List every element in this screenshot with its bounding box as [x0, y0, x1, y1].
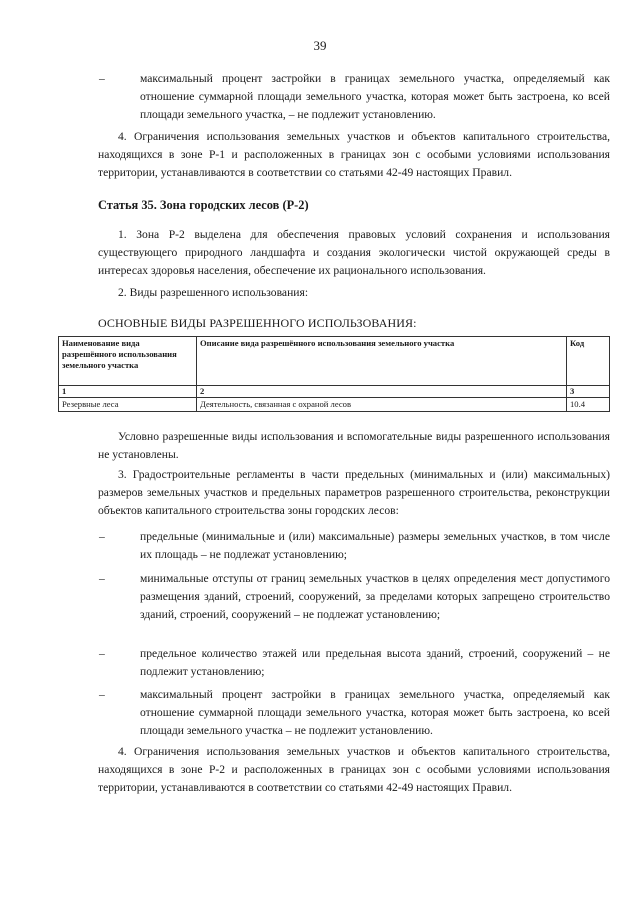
paragraph-zone-p2: 1. Зона Р-2 выделена для обеспечения правовых условий сохранения и использования существующего природного ландшафта и создания экологически чистой окружающей среды в интересах здоровья населения, обеспечение их рационального использования.	[98, 228, 610, 277]
header-cell-code: Код	[567, 337, 610, 386]
number-cell-1: 1	[59, 386, 197, 398]
bullet-marker: –	[99, 688, 105, 701]
permitted-use-table	[58, 336, 610, 412]
bullet-text-max-percent-p2: максимальный процент застройки в границах земельного участка, определяемый как отношение суммарной площади земельного участка, которая может быть застроена, ко всей площади земельного участка – не подлежит установлению.	[140, 688, 610, 737]
header-cell-description: Описание вида разрешённого использования земельного участка	[197, 337, 567, 386]
table-row	[59, 398, 610, 412]
page-number: 39	[313, 38, 327, 53]
bullet-marker: –	[99, 72, 105, 85]
cell-description: Деятельность, связанная с охраной лесов	[197, 398, 567, 412]
paragraph-regulations: 3. Градостроительные регламенты в части предельных (минимальных и (или) максимальных) размеров земельных участков и предельных параметров разрешенного строительства, реконструкции объектов капитального строительства зоны городских лесов:	[98, 468, 610, 517]
article-heading: Статья 35. Зона городских лесов (Р-2)	[98, 198, 309, 212]
bullet-text-plot-sizes: предельные (минимальные и (или) максимальные) размеры земельных участков, в том числе их площадь – не подлежат установлению;	[140, 530, 610, 561]
table-number-row	[59, 386, 610, 398]
table-title: ОСНОВНЫЕ ВИДЫ РАЗРЕШЕННОГО ИСПОЛЬЗОВАНИЯ:	[98, 316, 417, 330]
header-cell-name: Наименование вида разрешённого использования земельного участка	[59, 337, 197, 386]
cell-name: Резервные леса	[59, 398, 197, 412]
paragraph-conditional-uses: Условно разрешенные виды использования и вспомогательные виды разрешенного использования не установлены.	[98, 430, 610, 461]
number-cell-3: 3	[567, 386, 610, 398]
bullet-text-min-setbacks: минимальные отступы от границ земельных участков в целях определения мест допустимого размещения зданий, строений, сооружений, за пределами которых запрещено строительство зданий, строений, сооружений – не подлежат установлению;	[140, 572, 610, 621]
number-cell-2: 2	[197, 386, 567, 398]
paragraph-restrictions-p2: 4. Ограничения использования земельных участков и объектов капитального строительства, находящихся в зоне Р-2 и расположенных в границах зон с особыми условиями использования территории, устанавливаются в соответствии со статьями 42-49 настоящих Правил.	[98, 745, 610, 794]
cell-code: 10.4	[567, 398, 610, 412]
paragraph-restrictions-p1: 4. Ограничения использования земельных участков и объектов капитального строительства, находящихся в зоне Р-1 и расположенных в границах зон с особыми условиями использования территории, устанавливаются в соответствии со статьями 42-49 настоящих Правил.	[98, 130, 610, 179]
bullet-marker: –	[99, 572, 105, 585]
bullet-marker: –	[99, 530, 105, 543]
bullet-marker: –	[99, 647, 105, 660]
table-header-row	[59, 337, 610, 386]
paragraph-permitted-types: 2. Виды разрешенного использования:	[118, 286, 309, 299]
bullet-text-floors: предельное количество этажей или предельная высота зданий, строений, сооружений – не подлежит установлению;	[140, 647, 610, 678]
bullet-text-max-percent-p1: максимальный процент застройки в границах земельного участка, определяемый как отношение суммарной площади земельного участка, которая может быть застроена, ко всей площади земельного участка, – не подлежит установлению.	[140, 72, 610, 121]
